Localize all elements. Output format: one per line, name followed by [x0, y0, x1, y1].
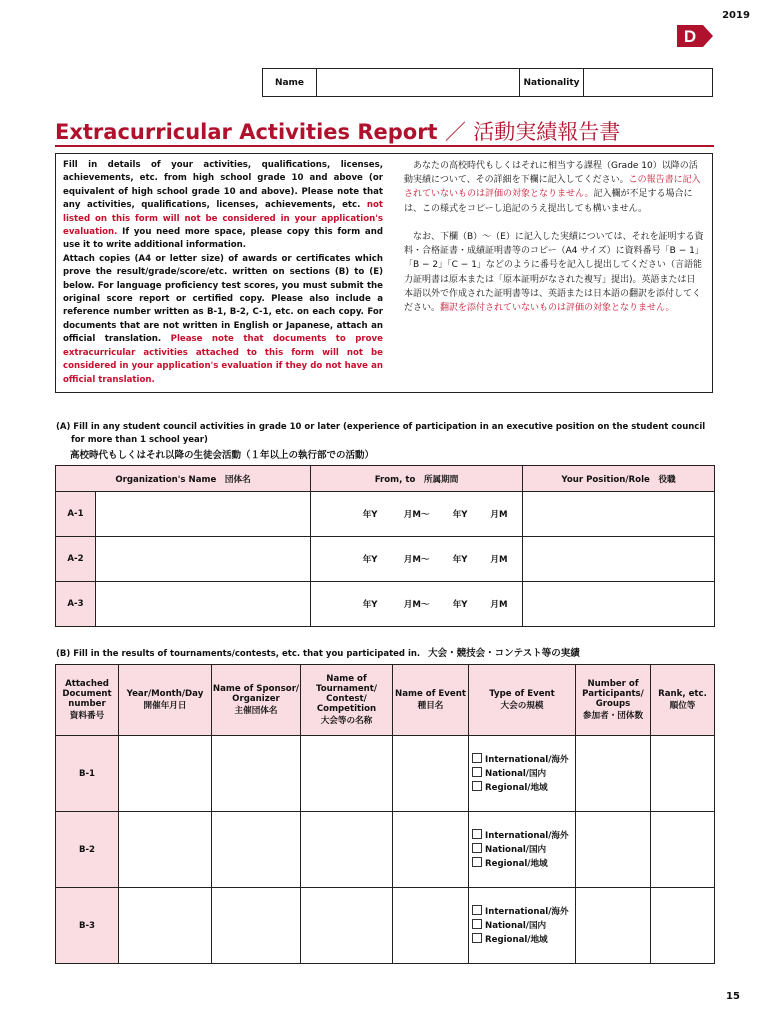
- row-label: A-2: [56, 537, 96, 582]
- participants-field[interactable]: [576, 812, 651, 888]
- event-name-field[interactable]: [393, 812, 469, 888]
- org-name-field[interactable]: [96, 582, 311, 627]
- event-type-field: International/海外 National/国内 Regional/地域: [469, 812, 576, 888]
- table-row: [56, 736, 715, 812]
- checkbox-international[interactable]: [472, 905, 482, 915]
- period-field[interactable]: 年Y 月M～ 年Y 月M: [311, 537, 523, 582]
- rank-field[interactable]: [651, 888, 715, 964]
- tournaments-table: [55, 664, 715, 964]
- event-type-field: International/海外 National/国内 Regional/地域: [469, 888, 576, 964]
- name-label: Name: [263, 69, 317, 97]
- col-rank: Rank, etc. 順位等: [651, 665, 715, 736]
- checkbox-national[interactable]: [472, 919, 482, 929]
- row-label: B-3: [56, 888, 119, 964]
- col-participants: Number of Participants/ Groups 参加者・団体数: [576, 665, 651, 736]
- participants-field[interactable]: [576, 888, 651, 964]
- title-separator: ／: [444, 120, 466, 144]
- row-label: A-3: [56, 582, 96, 627]
- table-row: [56, 582, 715, 627]
- section-b-heading: (B) Fill in the results of tournaments/contests, etc. that you participated in. 大会・競技会・コンテスト等の実績: [56, 648, 580, 659]
- checkbox-regional[interactable]: [472, 933, 482, 943]
- instructions-jp: あなたの高校時代もしくはそれに相当する課程（Grade 10）以降の活動実績について、その詳細を下欄に記入してください。この報告書に記入されていないものは評価の対象となりません。記入欄が不足する場合には、この様式をコピーし追記のうえ提出しても構いません。 なお、下欄（B）～（E）に記入した実績については、それを証明する資料・合格証書・成績証明書等のコピー（A4 サイズ）に資料番号「B − 1」「B − 2」「C − 1」などのように番号を記入し提出してください（言語能力証明書は原本または「原本証明がなされた複写」提出)。英語または日本語以外で作成された証明書等は、英語または日本語の翻訳を添付してください。翻訳を添付されていないものは評価の対象となりません。: [404, 161, 704, 314]
- title-rule: [55, 145, 714, 147]
- col-role: Your Position/Role 役職: [523, 466, 715, 492]
- name-nationality-table: [262, 68, 713, 97]
- org-name-field[interactable]: [96, 492, 311, 537]
- checkbox-regional[interactable]: [472, 857, 482, 867]
- col-tournament: Name of Tournament/ Contest/ Competition 大会等の名称: [301, 665, 393, 736]
- event-name-field[interactable]: [393, 888, 469, 964]
- name-field[interactable]: [317, 69, 520, 97]
- date-field[interactable]: [119, 888, 212, 964]
- date-field[interactable]: [119, 812, 212, 888]
- badge-letter: D: [683, 27, 697, 46]
- col-sponsor: Name of Sponsor/ Organizer 主催団体名: [212, 665, 301, 736]
- nationality-label: Nationality: [520, 69, 584, 97]
- event-type-field: International/海外 National/国内 Regional/地域: [469, 736, 576, 812]
- section-badge: [677, 25, 713, 47]
- section-a-heading: (A) Fill in any student council activities in grade 10 or later (experience of participation in an executive position on the student council for more than 1 school year): [56, 422, 706, 445]
- sponsor-field[interactable]: [212, 888, 301, 964]
- row-label: B-1: [56, 736, 119, 812]
- col-doc-number: Attached Document number 資料番号: [56, 665, 119, 736]
- checkbox-international[interactable]: [472, 829, 482, 839]
- table-row: [56, 812, 715, 888]
- title-jp: 活動実績報告書: [473, 120, 621, 144]
- page-title: [55, 116, 715, 146]
- student-council-table: [55, 465, 715, 627]
- col-event-name: Name of Event 種目名: [393, 665, 469, 736]
- tournament-field[interactable]: [301, 812, 393, 888]
- page-number: 15: [726, 991, 740, 1002]
- tournament-field[interactable]: [301, 888, 393, 964]
- checkbox-international[interactable]: [472, 753, 482, 763]
- section-a-heading-jp: 高校時代もしくはそれ以降の生徒会活動（１年以上の執行部での活動）: [70, 450, 375, 461]
- nationality-field[interactable]: [584, 69, 713, 97]
- rank-field[interactable]: [651, 812, 715, 888]
- org-name-field[interactable]: [96, 537, 311, 582]
- table-row: [56, 492, 715, 537]
- sponsor-field[interactable]: [212, 812, 301, 888]
- rank-field[interactable]: [651, 736, 715, 812]
- year-label: 2019: [722, 10, 750, 21]
- col-org-name: Organization's Name 団体名: [56, 466, 311, 492]
- checkbox-regional[interactable]: [472, 781, 482, 791]
- col-date: Year/Month/Day 開催年月日: [119, 665, 212, 736]
- role-field[interactable]: [523, 492, 715, 537]
- role-field[interactable]: [523, 582, 715, 627]
- checkbox-national[interactable]: [472, 767, 482, 777]
- tournament-field[interactable]: [301, 736, 393, 812]
- period-field[interactable]: 年Y 月M～ 年Y 月M: [311, 582, 523, 627]
- date-field[interactable]: [119, 736, 212, 812]
- section-b-heading-jp: 大会・競技会・コンテスト等の実績: [428, 648, 580, 659]
- event-name-field[interactable]: [393, 736, 469, 812]
- sponsor-field[interactable]: [212, 736, 301, 812]
- role-field[interactable]: [523, 537, 715, 582]
- row-label: A-1: [56, 492, 96, 537]
- row-label: B-2: [56, 812, 119, 888]
- participants-field[interactable]: [576, 736, 651, 812]
- col-period: From, to 所属期間: [311, 466, 523, 492]
- header-row: [56, 665, 715, 736]
- col-event-type: Type of Event 大会の規模: [469, 665, 576, 736]
- table-row: [56, 537, 715, 582]
- period-field[interactable]: 年Y 月M～ 年Y 月M: [311, 492, 523, 537]
- title-en: Extracurricular Activities Report: [55, 120, 438, 144]
- table-row: [56, 888, 715, 964]
- instructions-en: Fill in details of your activities, qualifications, licenses, achievements, etc. from high school grade 10 and above (or equivalent of high school grade 10 and above). Please note that any activities, qualifications, licenses, achievements, etc. not listed on this form will not be considered in your application's evaluation. If you need more space, please copy this form and use it to write additional information. Attach copies (A4 or letter size) of awards or certificates which prove the result/grade/score/etc. written on sections (B) to (E) below. For language proficiency test scores, you must submit the original score report or certified copy. Please also include a reference number written as B-1, B-2, C-1, etc. on each copy. For documents that are not written in English or Japanese, attach an official translation. Please note that documents to prove extracurricular activities attached to this form will not be considered in your application's evaluation if they do not have an official translation.: [63, 160, 383, 385]
- checkbox-national[interactable]: [472, 843, 482, 853]
